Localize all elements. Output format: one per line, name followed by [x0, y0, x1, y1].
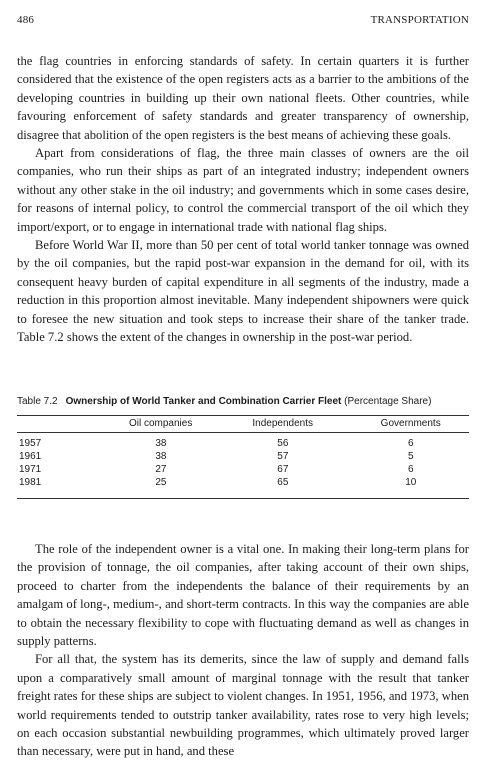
- table-cell: 6: [407, 438, 414, 449]
- body-text-bottom: [17, 540, 469, 761]
- column-header: Oil companies: [128, 418, 193, 429]
- table-cell-year: 1957: [19, 438, 42, 449]
- table-cell: 25: [155, 477, 167, 488]
- table-rule-bottom: [17, 498, 469, 499]
- paragraph: Before World War II, more than 50 per cent of total world tanker tonnage was owned by the oil companies, but the rapid post-war expansion in the demand for oil, with its consequent heavy burden of capital expenditure in all segments of the industry, made a reduction in this proportion almost inevitable. Many independent shipowners were quick to foresee the new situation and took steps to increase their share of the tanker trade. Table 7.2 shows the extent of the changes in ownership in the post-war period.: [17, 238, 469, 345]
- table-cell: 27: [155, 464, 167, 475]
- table-row: [17, 450, 469, 463]
- table-cell-year: 1971: [19, 464, 42, 475]
- table-note: (Percentage Share): [344, 396, 432, 407]
- body-text-top: [17, 52, 469, 347]
- table-cell: 38: [155, 451, 167, 462]
- chapter-title: TRANSPORTATION: [370, 14, 469, 26]
- table-header-row: [17, 417, 469, 430]
- table-title: Ownership of World Tanker and Combination Carrier Fleet: [65, 396, 342, 407]
- table-header: [17, 417, 469, 430]
- ownership-table: [17, 437, 469, 489]
- table-cell: 10: [405, 477, 417, 488]
- paragraph: The role of the independent owner is a vital one. In making their long-term plans for the provision of tonnage, the oil companies, after taking account of their own ships, proceed to charter from the independents the balance of their requirements by an amalgam of long-, medium-, and short-term contracts. In this way the companies are able to obtain the necessary flexibility to cope with fluctuating demand as well as changes in supply patterns.: [17, 542, 469, 649]
- column-header: Governments: [380, 418, 441, 429]
- table-number: Table 7.2: [17, 396, 58, 407]
- table-cell-year: 1961: [19, 451, 42, 462]
- table-cell: 65: [277, 477, 289, 488]
- table-cell: 56: [277, 438, 289, 449]
- table-rule-top: [17, 415, 469, 416]
- table-cell: 38: [155, 438, 167, 449]
- page-number: 486: [17, 14, 35, 26]
- table-cell: 5: [407, 451, 414, 462]
- paragraph: For all that, the system has its demerits, since the law of supply and demand falls upon a comparatively small amount of marginal tonnage with the result that tanker freight rates for these ships are subject to violent changes. In 1951, 1956, and 1973, when world requirements tended to outstrip tanker availability, rates rose to very high levels; on each occasion substantial newbuilding programmes, which ultimately proved larger than necessary, were put in hand, and these: [17, 652, 469, 759]
- table-rule-header: [17, 432, 469, 433]
- table-cell: 57: [277, 451, 289, 462]
- table-caption: [17, 396, 477, 407]
- table-cell: 6: [407, 464, 414, 475]
- table-row: [17, 476, 469, 489]
- paragraph: Apart from considerations of flag, the three main classes of owners are the oil companies, who run their ships as part of an integrated industry; independent owners without any other stake in the oil industry; and governments which in some cases desire, for reasons of internal policy, to control the commercial transport of the oil which they import/export, or to engage in international trade with national flag ships.: [17, 146, 469, 234]
- table-cell: 67: [277, 464, 289, 475]
- paragraph: the flag countries in enforcing standards of safety. In certain quarters it is further considered that the existence of the open registers acts as a barrier to the ambitions of the developing countries in building up their own national fleets. Other countries, while favouring enforcement of safety standards and greater transparency of ownership, disagree that abolition of the open registers is the best means of achieving these goals.: [17, 54, 469, 142]
- column-header: Independents: [252, 418, 313, 429]
- table-cell-year: 1981: [19, 477, 42, 488]
- column-header: [17, 417, 108, 430]
- table-row: [17, 463, 469, 476]
- table-row: [17, 437, 469, 450]
